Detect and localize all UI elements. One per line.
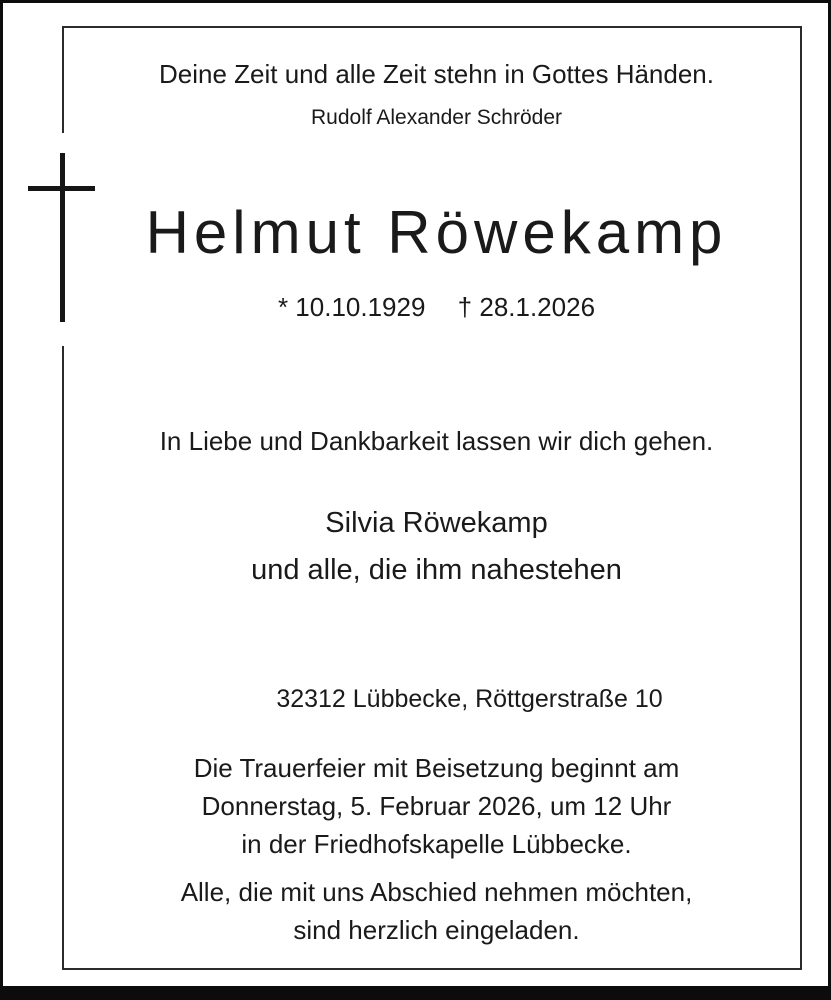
epigraph-quote: Deine Zeit und alle Zeit stehn in Gottes Händen. [159,59,714,89]
funeral-info-line-3: in der Friedhofskapelle Lübbecke. [241,829,632,859]
page-edge-top-line [0,0,831,3]
birth-date: * 10.10.1929 [277,292,426,322]
funeral-info-line-1: Die Trauerfeier mit Beisetzung beginnt am [193,753,680,783]
death-date: † 28.1.2026 [457,292,596,322]
farewell-line: In Liebe und Dankbarkeit lassen wir dich gehen. [159,426,714,456]
epigraph-attribution: Rudolf Alexander Schröder [311,106,562,129]
cross-horizontal-bar [28,186,95,191]
funeral-info-line-2: Donnerstag, 5. Februar 2026, um 12 Uhr [201,791,672,821]
invitation-line-1: Alle, die mit uns Abschied nehmen möchten, [180,877,693,907]
life-dates [70,291,803,323]
deceased-name: Helmut Röwekamp [145,199,728,266]
cross-vertical-bar [60,153,65,322]
mourners-block [70,500,803,594]
mourner-name: Silvia Röwekamp [325,507,548,539]
page-edge-left-line [0,0,3,1000]
page-edge-bottom-bar [0,986,831,1000]
funeral-info-block [70,749,803,863]
address-line: 32312 Lübbecke, Röttgerstraße 10 [276,685,663,713]
mourners-addition: und alle, die ihm nahestehen [251,554,622,586]
invitation-block [70,873,803,949]
invitation-line-2: sind herzlich eingeladen. [293,915,580,945]
